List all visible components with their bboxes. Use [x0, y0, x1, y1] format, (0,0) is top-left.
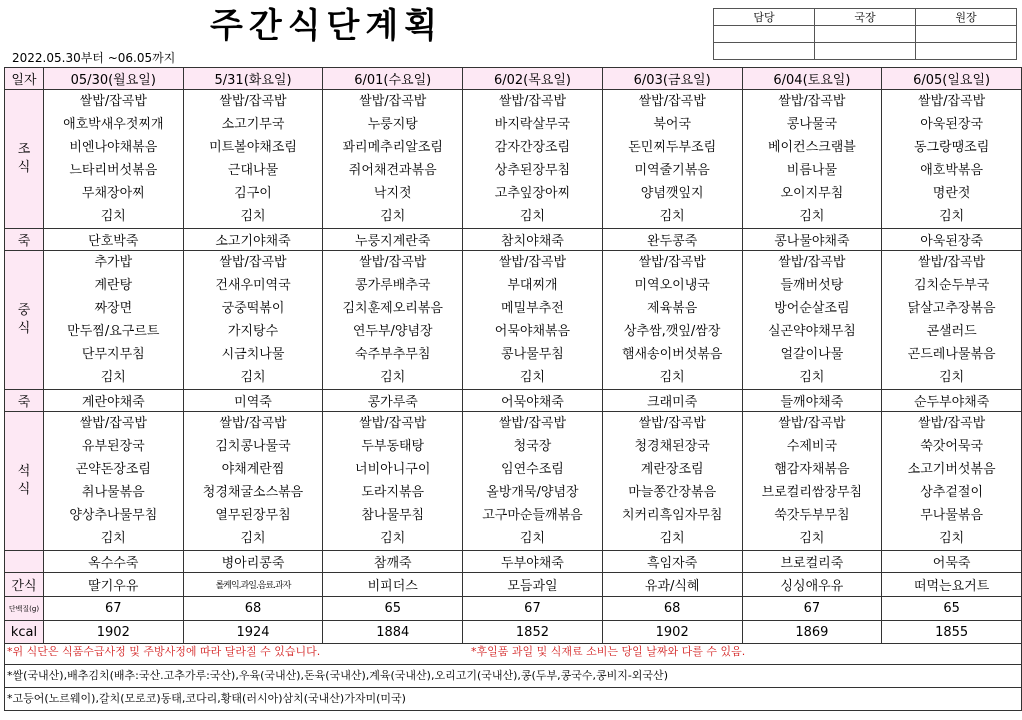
dish: 김치 [380, 209, 406, 224]
dish: 김치 [799, 370, 825, 385]
dish: 아욱된장국 [920, 117, 984, 132]
dish: 김치 [659, 209, 685, 224]
dish: 김치 [240, 370, 266, 385]
dish: 김치 [100, 531, 126, 546]
dish: 쌀밥/잡곡밥 [219, 255, 287, 270]
dish: 단무지무침 [81, 347, 145, 362]
dish: 김치 [100, 370, 126, 385]
dish: 수제비국 [786, 439, 837, 454]
notice-row [4, 640, 1022, 665]
dish: 김구이 [234, 186, 272, 201]
breakfast-menu-cell [463, 90, 603, 229]
dish: 비름나물 [786, 163, 837, 178]
dish: 명란젓 [932, 186, 971, 201]
dish: 쌀밥/잡곡밥 [498, 255, 567, 270]
dish: 소고기무국 [221, 117, 285, 132]
breakfast-menu-cell [742, 90, 882, 229]
dish: 콩나물무침 [501, 347, 564, 362]
notice-2: *후일품 과일 및 식재료 소비는 당일 날짜와 다를 수 있음. [471, 645, 746, 658]
breakfast-menu-cell [602, 90, 742, 229]
dish: 고구마순들깨볶음 [482, 508, 583, 523]
approval-box [714, 43, 815, 60]
dish: 참나물무침 [361, 508, 425, 523]
dish: 쌀밥/잡곡밥 [778, 94, 846, 109]
dish: 너비아니구이 [355, 462, 431, 477]
porridge-label: 죽 [5, 229, 44, 251]
porridge-cell: 병아리콩죽 [183, 551, 323, 573]
dish: 쌀밥/잡곡밥 [219, 94, 287, 109]
approval-box [916, 43, 1017, 60]
dish: 브로컬리쌈장무침 [761, 485, 863, 500]
dish: 쌀밥/잡곡밥 [359, 94, 427, 109]
dish: 김치 [799, 531, 825, 546]
dish: 쌀밥/잡곡밥 [498, 94, 567, 109]
menu-table [4, 67, 1022, 644]
porridge-cell: 콩나물야채죽 [742, 229, 882, 251]
dish: 야채계란찜 [221, 462, 285, 477]
protein-cell: 67 [43, 597, 183, 621]
porridge-cell: 참깨죽 [323, 551, 463, 573]
approval-label: 국장 [815, 9, 916, 26]
dish: 숙주부추무침 [355, 347, 431, 362]
dish: 김치 [519, 209, 546, 224]
dish: 청국장 [513, 439, 552, 454]
dish: 방어순살조림 [774, 301, 850, 316]
dish: 김치 [519, 370, 546, 385]
dish: 치커리흑임자무침 [621, 508, 723, 523]
porridge-cell: 들깨야채죽 [742, 390, 882, 412]
dish: 누룽지탕 [367, 117, 418, 132]
approval-box [916, 26, 1017, 43]
dish: 쌀밥/잡곡밥 [79, 94, 147, 109]
dish: 미역오이냉국 [634, 278, 710, 293]
kcal-cell: 1884 [323, 621, 463, 644]
day-header: 6/01(수요일) [323, 68, 463, 90]
dish: 근대나물 [227, 163, 279, 178]
porridge-cell: 옥수수죽 [43, 551, 183, 573]
kcal-cell: 1855 [882, 621, 1022, 644]
lunch-label: 중 식 [5, 251, 44, 390]
day-header: 6/04(토요일) [742, 68, 882, 90]
lunch-menu-cell [183, 251, 323, 390]
dinner-menu-cell [183, 412, 323, 551]
kcal-cell: 1869 [742, 621, 882, 644]
origin-row: *고등어(노르웨이),갈치(모로코)동태,코다리,황태(러시아)삼치(국내산)가자미(미국) [4, 688, 1022, 711]
snack-cell: 롤케익.과일.음료.과자 [183, 573, 323, 597]
dish: 고추잎장아찌 [494, 186, 571, 201]
dish: 무나물볶음 [920, 508, 984, 523]
dish: 쌀밥/잡곡밥 [359, 255, 427, 270]
dish: 낙지젓 [373, 186, 412, 201]
dish: 들깨버섯탕 [780, 278, 844, 293]
dish: 쑥갓어묵국 [920, 439, 984, 454]
dish: 쌀밥/잡곡밥 [359, 416, 427, 431]
dinner-menu-cell [43, 412, 183, 551]
lunch-menu-cell [742, 251, 882, 390]
dish: 제육볶음 [647, 301, 698, 316]
dish: 추가밥 [94, 255, 133, 270]
protein-cell: 67 [463, 597, 603, 621]
porridge-cell: 계란야채죽 [43, 390, 183, 412]
dish: 김치 [659, 370, 685, 385]
dish: 쌀밥/잡곡밥 [918, 94, 986, 109]
dish: 취나물볶음 [81, 485, 145, 500]
dish: 콩가루배추국 [355, 278, 431, 293]
dish: 곤드레나물볶음 [907, 347, 996, 362]
day-header: 6/03(금요일) [602, 68, 742, 90]
dish: 김치 [380, 531, 406, 546]
dish: 돈민찌두부조림 [628, 140, 717, 155]
dish: 김치콩나물국 [215, 439, 291, 454]
dish: 미트볼야채조림 [209, 140, 297, 155]
page-title: 주간식단계획 [210, 6, 444, 46]
dish: 짜장면 [94, 301, 133, 316]
protein-cell: 68 [602, 597, 742, 621]
dish: 계란장조림 [640, 462, 704, 477]
lunch-menu-cell [882, 251, 1022, 390]
approval-label: 담당 [714, 9, 815, 26]
lunch-menu-cell [43, 251, 183, 390]
dish: 닭살고추장볶음 [907, 301, 996, 316]
dinner-menu-cell [602, 412, 742, 551]
dish: 쌀밥/잡곡밥 [498, 416, 567, 431]
protein-cell: 65 [882, 597, 1022, 621]
snack-cell: 유과/식혜 [602, 573, 742, 597]
dish: 애호박볶음 [920, 163, 984, 178]
day-header: 6/05(일요일) [882, 68, 1022, 90]
dish: 바지락살무국 [494, 117, 571, 132]
dish: 연두부/양념장 [352, 324, 433, 339]
dish: 상추쌈,깻잎/쌈장 [623, 324, 721, 339]
dish: 시금치나물 [221, 347, 285, 362]
protein-cell: 67 [742, 597, 882, 621]
dish: 가지탕수 [227, 324, 279, 339]
approval-table [713, 8, 1017, 60]
porridge-cell: 누룽지계란죽 [323, 229, 463, 251]
dish: 김치 [519, 531, 546, 546]
dish: 쌀밥/잡곡밥 [638, 416, 706, 431]
dish: 김치 [380, 370, 406, 385]
dish: 꽈리메추리알조림 [342, 140, 443, 155]
breakfast-menu-cell [183, 90, 323, 229]
porridge-cell: 미역죽 [183, 390, 323, 412]
dish: 쌀밥/잡곡밥 [638, 255, 706, 270]
dinner-menu-cell [323, 412, 463, 551]
dish: 콘샐러드 [926, 324, 977, 339]
dish: 만두찜/요구르트 [67, 324, 160, 339]
dish: 김치 [100, 209, 126, 224]
porridge-cell: 두부야채죽 [463, 551, 603, 573]
breakfast-label: 조 식 [5, 90, 44, 229]
dish: 쌀밥/잡곡밥 [638, 94, 706, 109]
dinner-label: 석 식 [5, 412, 44, 551]
dish: 쌀밥/잡곡밥 [918, 416, 986, 431]
dish: 쌀밥/잡곡밥 [79, 416, 147, 431]
dish: 햄새송이버섯볶음 [621, 347, 723, 362]
breakfast-menu-cell [323, 90, 463, 229]
dish: 궁중떡볶이 [221, 301, 285, 316]
porridge-cell: 소고기야채죽 [183, 229, 323, 251]
dish: 감자간장조림 [494, 140, 571, 155]
dish: 김치 [659, 531, 685, 546]
approval-box [815, 43, 916, 60]
dish: 김치훈제오리볶음 [342, 301, 443, 316]
dish: 청경채된장국 [634, 439, 710, 454]
dish: 소고기버섯볶음 [907, 462, 996, 477]
dish: 부대찌개 [507, 278, 558, 293]
day-header: 6/02(목요일) [463, 68, 603, 90]
protein-cell: 65 [323, 597, 463, 621]
dish: 김치 [939, 209, 965, 224]
dish: 김치 [939, 370, 965, 385]
breakfast-menu-cell [43, 90, 183, 229]
dish: 양념깻잎지 [640, 186, 704, 201]
dish: 양상추나물무침 [69, 508, 158, 523]
kcal-cell: 1852 [463, 621, 603, 644]
dish: 콩나물국 [786, 117, 837, 132]
dish: 상추겉절이 [920, 485, 984, 500]
dish: 메밀부추전 [501, 301, 564, 316]
dish: 느타리버섯볶음 [69, 163, 158, 178]
lunch-menu-cell [602, 251, 742, 390]
dish: 동그랑땡조림 [913, 140, 990, 155]
kcal-label: kcal [5, 621, 44, 644]
lunch-menu-cell [323, 251, 463, 390]
dish: 상추된장무침 [494, 163, 571, 178]
porridge-cell: 흑임자죽 [602, 551, 742, 573]
kcal-cell: 1924 [183, 621, 323, 644]
dish: 애호박새우젓찌개 [63, 117, 164, 132]
dish: 계란탕 [94, 278, 133, 293]
porridge-label [5, 551, 44, 573]
dish: 쥐어채견과볶음 [348, 163, 437, 178]
dish: 마늘쫑간장볶음 [628, 485, 717, 500]
dish: 임연수조림 [501, 462, 564, 477]
porridge-cell: 참치야채죽 [463, 229, 603, 251]
snack-cell: 비피더스 [323, 573, 463, 597]
porridge-cell: 크래미죽 [602, 390, 742, 412]
dish: 쌀밥/잡곡밥 [778, 416, 846, 431]
kcal-cell: 1902 [602, 621, 742, 644]
dinner-menu-cell [463, 412, 603, 551]
protein-label: 단백질(g) [5, 597, 44, 621]
dish: 무채장아찌 [81, 186, 145, 201]
snack-cell: 떠먹는요거트 [882, 573, 1022, 597]
day-header: 5/31(화요일) [183, 68, 323, 90]
dinner-menu-cell [882, 412, 1022, 551]
dish: 어묵야채볶음 [494, 324, 571, 339]
dish: 오이지무침 [780, 186, 844, 201]
porridge-cell: 아욱된장죽 [882, 229, 1022, 251]
dish: 김치 [240, 531, 266, 546]
snack-cell: 딸기우유 [43, 573, 183, 597]
notes [4, 640, 1022, 711]
notice-1: *위 식단은 식품수급사정 및 주방사정에 따라 달라질 수 있습니다. [7, 645, 321, 658]
dish: 열무된장무침 [215, 508, 291, 523]
snack-cell: 모듬과일 [463, 573, 603, 597]
porridge-cell: 순두부야채죽 [882, 390, 1022, 412]
dish: 도라지볶음 [361, 485, 425, 500]
dish: 유부된장국 [81, 439, 145, 454]
porridge-cell: 어묵죽 [882, 551, 1022, 573]
dish: 얼갈이나물 [780, 347, 844, 362]
dish: 쌀밥/잡곡밥 [219, 416, 287, 431]
kcal-cell: 1902 [43, 621, 183, 644]
dish: 김치 [799, 209, 825, 224]
porridge-cell: 콩가루죽 [323, 390, 463, 412]
dish: 김치 [939, 531, 965, 546]
lunch-menu-cell [463, 251, 603, 390]
porridge-cell: 브로컬리죽 [742, 551, 882, 573]
dish: 쑥갓두부무침 [774, 508, 850, 523]
period-text: 2022.05.30부터 ~06.05까지 [12, 51, 176, 65]
snack-label: 간식 [5, 573, 44, 597]
dinner-menu-cell [742, 412, 882, 551]
porridge-cell: 단호박죽 [43, 229, 183, 251]
dish: 김치순두부국 [913, 278, 990, 293]
dish: 실곤약야채무침 [767, 324, 856, 339]
dish: 두부동태탕 [361, 439, 425, 454]
dish: 미역줄기볶음 [634, 163, 710, 178]
header-label: 일자 [5, 68, 44, 90]
snack-cell: 싱싱애우유 [742, 573, 882, 597]
dish: 올방개묵/양념장 [486, 485, 579, 500]
porridge-label: 죽 [5, 390, 44, 412]
dish: 곤약돈장조림 [75, 462, 151, 477]
protein-cell: 68 [183, 597, 323, 621]
approval-box [714, 26, 815, 43]
dish: 쌀밥/잡곡밥 [918, 255, 986, 270]
approval-label: 원장 [916, 9, 1017, 26]
dish: 햄감자채볶음 [774, 462, 850, 477]
day-header: 05/30(월요일) [43, 68, 183, 90]
dish: 청경채굴소스볶음 [202, 485, 304, 500]
origin-row: *쌀(국내산),배추김치(배추:국산.고추가루:국산),우육(국내산),돈육(국내산),계육(국내산),오리고기(국내산),콩(두부,콩국수,콩비지-외국산) [4, 665, 1022, 688]
porridge-cell: 어묵야채죽 [463, 390, 603, 412]
dish: 김치 [240, 209, 266, 224]
dish: 비엔나야채볶음 [69, 140, 158, 155]
approval-box [815, 26, 916, 43]
dish: 베이컨스크램블 [767, 140, 856, 155]
dish: 북어국 [653, 117, 692, 132]
porridge-cell: 완두콩죽 [602, 229, 742, 251]
dish: 건새우미역국 [215, 278, 291, 293]
breakfast-menu-cell [882, 90, 1022, 229]
dish: 쌀밥/잡곡밥 [778, 255, 846, 270]
